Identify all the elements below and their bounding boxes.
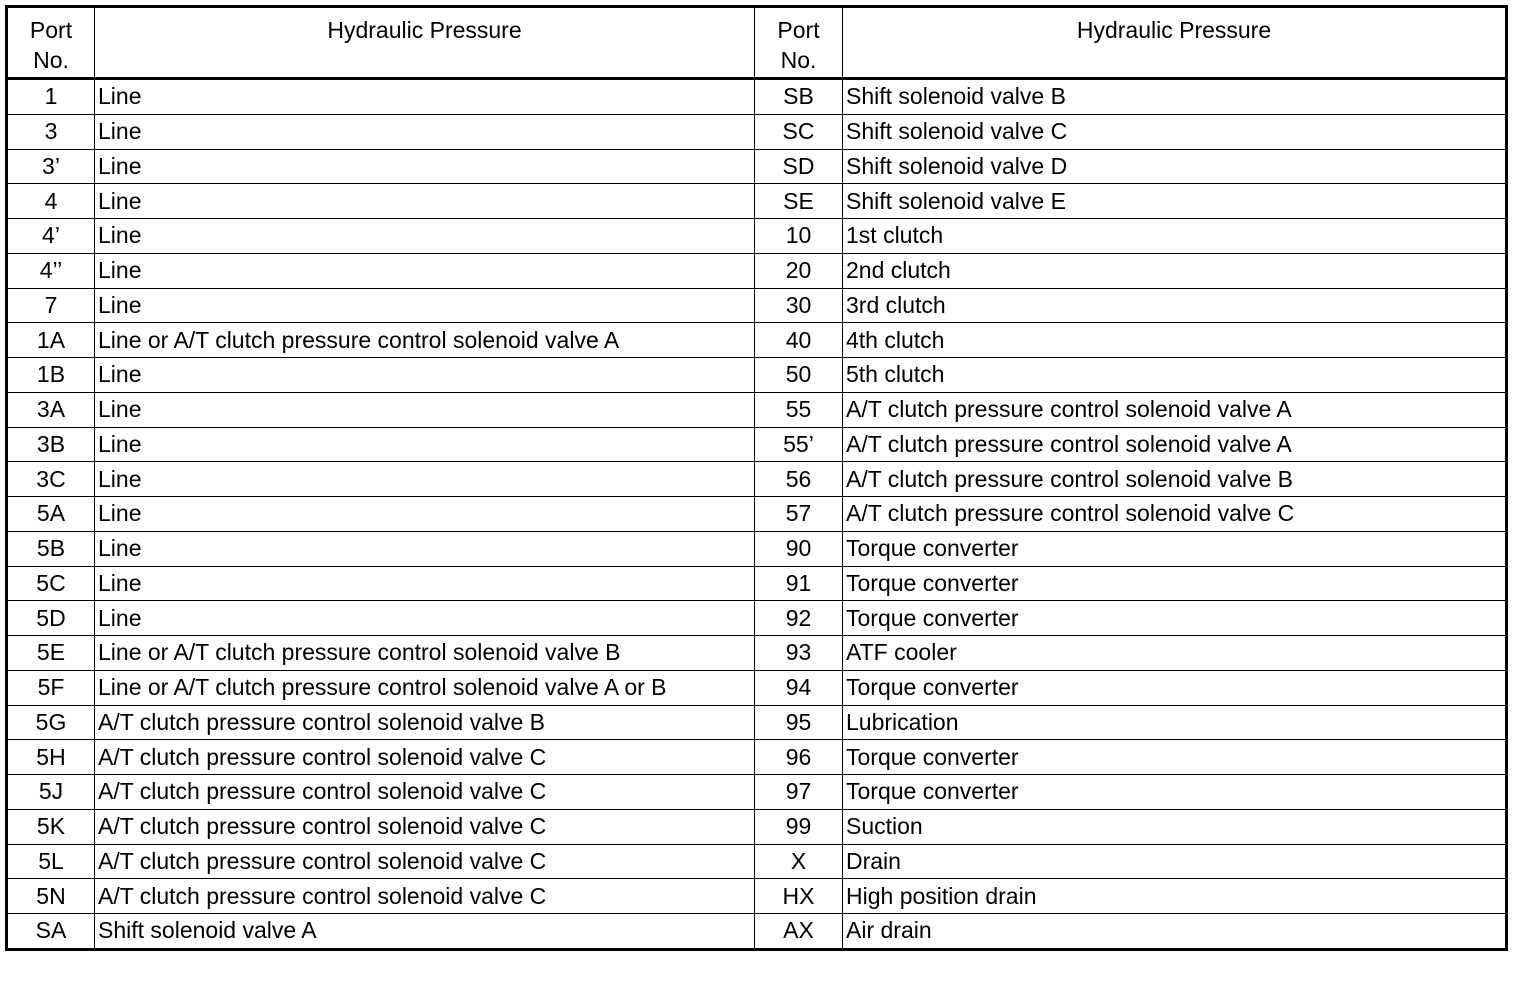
left-port-cell: 3B xyxy=(7,427,95,462)
right-port-cell: X xyxy=(755,844,843,879)
left-pressure-cell: Line xyxy=(95,253,755,288)
table-row xyxy=(7,114,1507,149)
left-pressure-cell: Line xyxy=(95,427,755,462)
left-pressure-cell: Line xyxy=(95,114,755,149)
right-pressure-cell: Suction xyxy=(843,809,1507,844)
right-port-cell: 96 xyxy=(755,740,843,775)
left-port-cell: 7 xyxy=(7,288,95,323)
left-port-cell: 1 xyxy=(7,79,95,115)
left-pressure-cell: A/T clutch pressure control solenoid valve C xyxy=(95,740,755,775)
right-port-cell: 94 xyxy=(755,670,843,705)
port-header-line1: Port xyxy=(29,17,73,43)
port-header-line2: No. xyxy=(780,47,817,73)
left-port-cell: 3 xyxy=(7,114,95,149)
table-row xyxy=(7,427,1507,462)
right-pressure-header: Hydraulic Pressure xyxy=(843,7,1507,79)
right-pressure-cell: A/T clutch pressure control solenoid valve B xyxy=(843,462,1507,497)
left-pressure-cell: Line xyxy=(95,184,755,219)
right-pressure-cell: Drain xyxy=(843,844,1507,879)
table-row xyxy=(7,392,1507,427)
hydraulic-port-table xyxy=(5,5,1508,951)
left-pressure-header: Hydraulic Pressure xyxy=(95,7,755,79)
left-port-header xyxy=(7,7,95,79)
right-pressure-cell: Air drain xyxy=(843,914,1507,950)
left-port-cell: 5D xyxy=(7,601,95,636)
left-port-cell: 5B xyxy=(7,531,95,566)
left-port-cell: 5E xyxy=(7,636,95,671)
right-pressure-cell: Torque converter xyxy=(843,601,1507,636)
right-pressure-cell: Torque converter xyxy=(843,566,1507,601)
left-port-cell: 3C xyxy=(7,462,95,497)
left-pressure-cell: A/T clutch pressure control solenoid valve C xyxy=(95,775,755,810)
right-port-cell: SB xyxy=(755,79,843,115)
table-row xyxy=(7,601,1507,636)
table-row xyxy=(7,566,1507,601)
table-row xyxy=(7,462,1507,497)
left-pressure-cell: A/T clutch pressure control solenoid valve B xyxy=(95,705,755,740)
left-port-cell: 5J xyxy=(7,775,95,810)
left-port-cell: 5K xyxy=(7,809,95,844)
left-pressure-cell: Line xyxy=(95,601,755,636)
left-pressure-cell: Line xyxy=(95,288,755,323)
table-row xyxy=(7,844,1507,879)
left-pressure-cell: Line xyxy=(95,149,755,184)
right-pressure-cell: A/T clutch pressure control solenoid valve A xyxy=(843,392,1507,427)
right-port-cell: 30 xyxy=(755,288,843,323)
left-port-cell: 5N xyxy=(7,879,95,914)
left-pressure-cell: Line or A/T clutch pressure control solenoid valve A xyxy=(95,323,755,358)
table-row xyxy=(7,219,1507,254)
table-row xyxy=(7,531,1507,566)
right-port-cell: 55’ xyxy=(755,427,843,462)
header-row xyxy=(7,7,1507,79)
table-row xyxy=(7,323,1507,358)
left-port-cell: 1A xyxy=(7,323,95,358)
right-port-cell: 92 xyxy=(755,601,843,636)
left-port-cell: 4’ xyxy=(7,219,95,254)
table-row xyxy=(7,914,1507,950)
right-pressure-cell: Torque converter xyxy=(843,531,1507,566)
table-row xyxy=(7,184,1507,219)
right-port-cell: SC xyxy=(755,114,843,149)
right-port-cell: SD xyxy=(755,149,843,184)
table-row xyxy=(7,740,1507,775)
left-port-cell: 4 xyxy=(7,184,95,219)
right-pressure-cell: Shift solenoid valve D xyxy=(843,149,1507,184)
right-pressure-cell: A/T clutch pressure control solenoid valve A xyxy=(843,427,1507,462)
right-port-cell: 97 xyxy=(755,775,843,810)
table-header xyxy=(7,7,1507,79)
port-header-line1: Port xyxy=(777,17,820,43)
port-header-line2: No. xyxy=(33,47,69,73)
right-port-cell: 91 xyxy=(755,566,843,601)
right-pressure-cell: 5th clutch xyxy=(843,358,1507,393)
table-row xyxy=(7,497,1507,532)
right-pressure-cell: 3rd clutch xyxy=(843,288,1507,323)
table-row xyxy=(7,149,1507,184)
left-pressure-cell: Line xyxy=(95,392,755,427)
right-pressure-cell: ATF cooler xyxy=(843,636,1507,671)
left-port-cell: 3’ xyxy=(7,149,95,184)
right-port-cell: 10 xyxy=(755,219,843,254)
table-row xyxy=(7,636,1507,671)
right-pressure-cell: Torque converter xyxy=(843,775,1507,810)
right-pressure-cell: A/T clutch pressure control solenoid valve C xyxy=(843,497,1507,532)
table-row xyxy=(7,253,1507,288)
left-pressure-cell: Line xyxy=(95,531,755,566)
right-pressure-cell: 4th clutch xyxy=(843,323,1507,358)
table-row xyxy=(7,879,1507,914)
right-port-cell: 50 xyxy=(755,358,843,393)
table-row xyxy=(7,670,1507,705)
left-port-cell: 5F xyxy=(7,670,95,705)
left-pressure-cell: A/T clutch pressure control solenoid valve C xyxy=(95,879,755,914)
left-port-cell: 5G xyxy=(7,705,95,740)
right-pressure-cell: High position drain xyxy=(843,879,1507,914)
right-pressure-cell: Torque converter xyxy=(843,670,1507,705)
right-port-cell: 93 xyxy=(755,636,843,671)
right-port-cell: 56 xyxy=(755,462,843,497)
left-pressure-cell: Line xyxy=(95,462,755,497)
table-row xyxy=(7,358,1507,393)
left-port-cell: 1B xyxy=(7,358,95,393)
left-pressure-cell: Line xyxy=(95,497,755,532)
right-pressure-cell: Shift solenoid valve E xyxy=(843,184,1507,219)
left-pressure-cell: Line xyxy=(95,358,755,393)
left-port-cell: 5C xyxy=(7,566,95,601)
left-pressure-cell: Line or A/T clutch pressure control solenoid valve A or B xyxy=(95,670,755,705)
right-pressure-cell: Torque converter xyxy=(843,740,1507,775)
left-port-cell: 4’’ xyxy=(7,253,95,288)
right-pressure-cell: Shift solenoid valve C xyxy=(843,114,1507,149)
left-pressure-cell: A/T clutch pressure control solenoid valve C xyxy=(95,844,755,879)
table-row xyxy=(7,288,1507,323)
left-pressure-cell: Line xyxy=(95,219,755,254)
table-row xyxy=(7,79,1507,115)
left-port-cell: 5L xyxy=(7,844,95,879)
left-pressure-cell: Line xyxy=(95,566,755,601)
right-port-cell: 40 xyxy=(755,323,843,358)
left-pressure-cell: A/T clutch pressure control solenoid valve C xyxy=(95,809,755,844)
right-port-cell: 55 xyxy=(755,392,843,427)
right-port-header xyxy=(755,7,843,79)
table-body xyxy=(7,79,1507,950)
left-pressure-cell: Line or A/T clutch pressure control solenoid valve B xyxy=(95,636,755,671)
right-pressure-cell: 2nd clutch xyxy=(843,253,1507,288)
right-port-cell: 20 xyxy=(755,253,843,288)
left-port-cell: SA xyxy=(7,914,95,950)
right-port-cell: 90 xyxy=(755,531,843,566)
table-row xyxy=(7,809,1507,844)
table-row xyxy=(7,705,1507,740)
right-port-cell: AX xyxy=(755,914,843,950)
right-port-cell: HX xyxy=(755,879,843,914)
right-port-cell: 99 xyxy=(755,809,843,844)
right-port-cell: 95 xyxy=(755,705,843,740)
left-port-cell: 5A xyxy=(7,497,95,532)
left-pressure-cell: Line xyxy=(95,79,755,115)
left-port-cell: 5H xyxy=(7,740,95,775)
right-port-cell: 57 xyxy=(755,497,843,532)
left-port-cell: 3A xyxy=(7,392,95,427)
table-row xyxy=(7,775,1507,810)
left-pressure-cell: Shift solenoid valve A xyxy=(95,914,755,950)
right-port-cell: SE xyxy=(755,184,843,219)
right-pressure-cell: 1st clutch xyxy=(843,219,1507,254)
right-pressure-cell: Shift solenoid valve B xyxy=(843,79,1507,115)
right-pressure-cell: Lubrication xyxy=(843,705,1507,740)
